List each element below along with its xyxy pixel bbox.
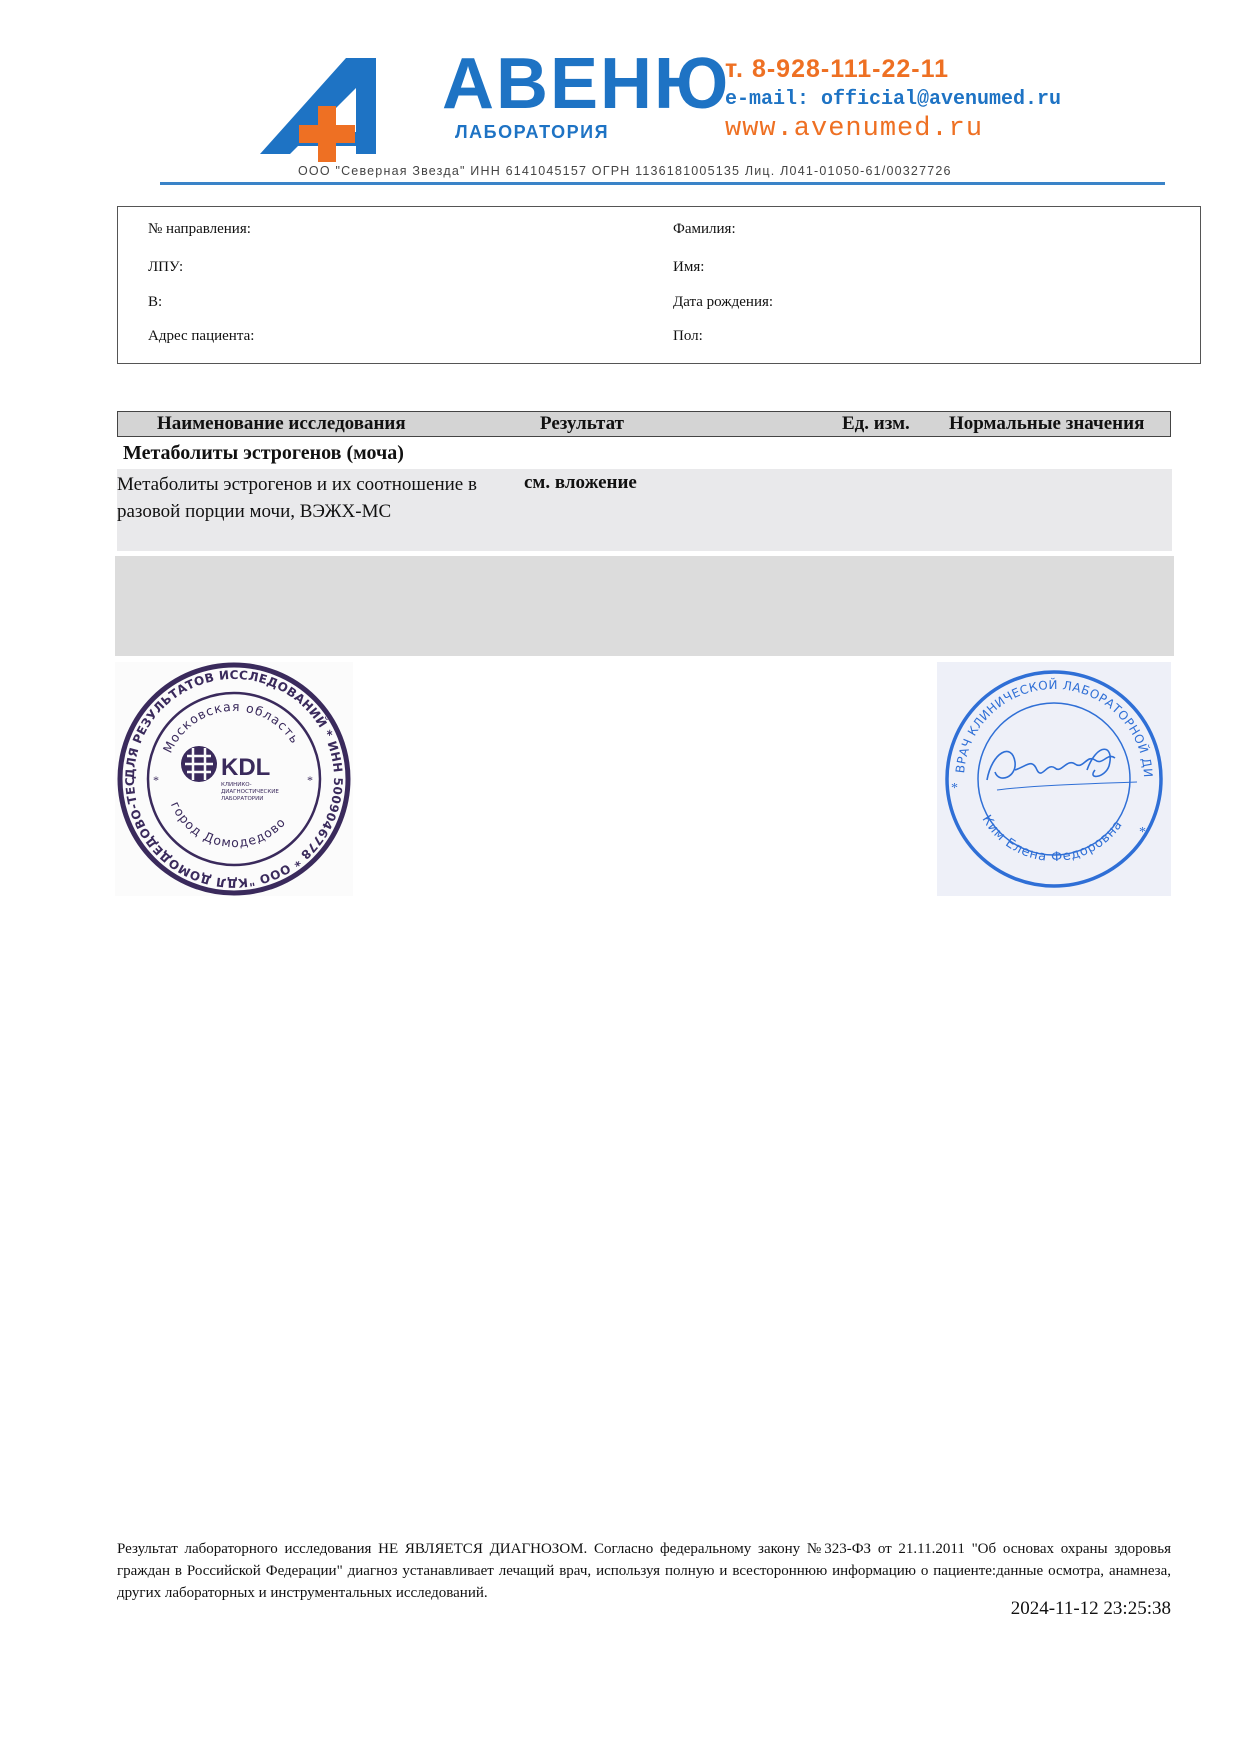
svg-text:*: * bbox=[153, 773, 159, 787]
svg-text:ДЛЯ РЕЗУЛЬТАТОВ ИССЛЕДОВАНИЙ *: ДЛЯ РЕЗУЛЬТАТОВ ИССЛЕДОВАНИЙ * ИНН 5009046778 * ООО "КДЛ ДОМОДЕДОВО-ТЕС bbox=[122, 667, 346, 891]
contact-phone: т. 8-928-111-22-11 bbox=[725, 55, 950, 83]
redacted-block bbox=[115, 556, 1174, 656]
birthdate-label: Дата рождения: bbox=[673, 294, 774, 310]
doctor-stamp-seal-icon bbox=[937, 662, 1171, 896]
patient-address-label: Адрес пациента: bbox=[148, 328, 255, 344]
test-name-cell: Метаболиты эстрогенов и их соотношение в разовой порции мочи, ВЭЖХ-МС bbox=[117, 474, 477, 522]
svg-text:*: * bbox=[307, 773, 313, 787]
organization-details: ООО "Северная Звезда" ИНН 6141045157 ОГРН 1136181005135 Лиц. Л041-01050-61/00327726 bbox=[298, 164, 952, 178]
table-row bbox=[117, 469, 1172, 551]
surname-label: Фамилия: bbox=[673, 221, 736, 237]
logo-wordmark: АВЕНЮ bbox=[442, 44, 731, 124]
first-name-label: Имя: bbox=[673, 259, 705, 275]
disclaimer-text: Результат лабораторного исследования НЕ ЯВЛЯЕТСЯ ДИАГНОЗОМ. Согласно федеральному закону №323-ФЗ от 21.11.2011 "Об основах охраны здоровья граждан в Российской Федерации" диагноз устанавливает лечащий врач, используя полную и всестороннюю информацию о пациенте:данные осмотра, анамнеза, других лабораторных и инструментальных исследований. bbox=[117, 1541, 1171, 1601]
svg-text:ВРАЧ КЛИНИЧЕСКОЙ ЛАБОРАТОРНОЙ: ВРАЧ КЛИНИЧЕСКОЙ ЛАБОРАТОРНОЙ ДИ bbox=[953, 677, 1156, 779]
column-header-reference: Нормальные значения bbox=[949, 413, 1145, 434]
letterhead bbox=[160, 40, 1170, 190]
referral-number-label: № направления: bbox=[148, 221, 251, 237]
svg-text:KDL: KDL bbox=[221, 754, 271, 781]
v-label: В: bbox=[148, 294, 163, 310]
svg-text:ДИАГНОСТИЧЕСКИЕ: ДИАГНОСТИЧЕСКИЕ bbox=[221, 789, 279, 795]
svg-text:город Домодедово: город Домодедово bbox=[167, 799, 289, 851]
svg-text:Московская область: Московская область bbox=[159, 698, 304, 756]
column-header-unit: Ед. изм. bbox=[842, 413, 910, 434]
column-header-test-name: Наименование исследования bbox=[157, 413, 406, 434]
svg-text:*: * bbox=[1139, 825, 1146, 840]
lab-stamp bbox=[115, 662, 353, 896]
svg-text:КЛИНИКО-: КЛИНИКО- bbox=[221, 782, 252, 788]
logo-subtitle: ЛАБОРАТОРИЯ bbox=[455, 122, 610, 142]
header-divider bbox=[160, 182, 1165, 185]
contact-email: e-mail: official@avenumed.ru bbox=[725, 88, 1062, 111]
patient-info-box bbox=[117, 206, 1201, 364]
test-result-cell: см. вложение bbox=[524, 472, 637, 493]
contact-website: www.avenumed.ru bbox=[725, 114, 984, 144]
clinic-label: ЛПУ: bbox=[148, 259, 184, 275]
column-header-result: Результат bbox=[540, 413, 624, 434]
svg-text:Ким Елена Федоровна: Ким Елена Федоровна bbox=[978, 812, 1126, 866]
svg-text:ЛАБОРАТОРИИ: ЛАБОРАТОРИИ bbox=[221, 796, 264, 802]
svg-text:*: * bbox=[951, 781, 958, 796]
lab-stamp-seal-icon bbox=[115, 662, 353, 896]
doctor-stamp bbox=[937, 662, 1171, 896]
results-table-header bbox=[117, 411, 1171, 437]
report-timestamp: 2024-11-12 23:25:38 bbox=[1010, 1598, 1171, 1619]
avenu-logo-icon bbox=[260, 54, 400, 162]
sex-label: Пол: bbox=[673, 328, 703, 344]
section-title: Метаболиты эстрогенов (моча) bbox=[123, 442, 404, 464]
